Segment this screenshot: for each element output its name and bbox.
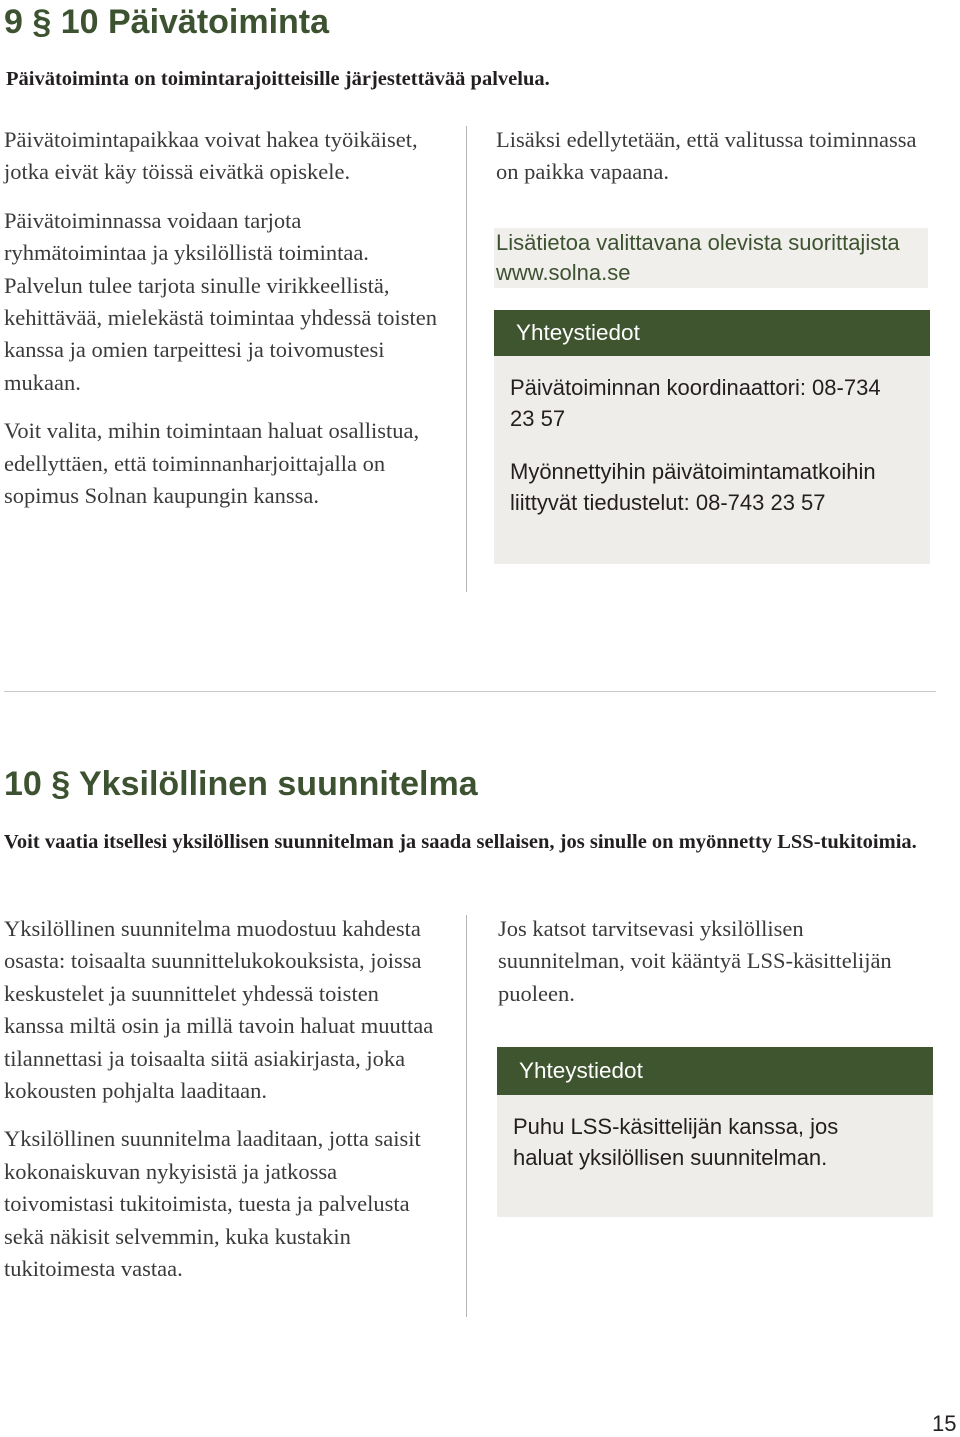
column-divider (466, 126, 467, 592)
section-10-lead: Voit vaatia itsellesi yksilöllisen suunnitelman ja saada sellaisen, jos sinulle on myönnetty LSS-tukitoimia. (4, 831, 917, 853)
contact-box-header (494, 310, 930, 356)
contact-entry-transport: Myönnettyihin päivätoimintamatkoihin liittyvät tiedustelut: 08-743 23 57 (510, 459, 876, 515)
contact-box-title: Yhteystiedot (516, 320, 640, 345)
section-9-right-paragraph: Lisäksi edellytetään, että valitussa toiminnassa on paikka vapaana. (496, 127, 917, 185)
section-9-paragraph-2: Päivätoiminnassa voidaan tarjota ryhmätoimintaa ja yksilöllistä toimintaa. Palvelun tulee tarjota sinulle virikkeellistä, kehittävää, mielekästä toimintaa yhdessä toisten kanssa ja omien tarpeittesi ja toivomustesi mukaan. (4, 207, 437, 395)
section-9-lead: Päivätoiminta on toimintarajoitteisille järjestettävää palvelua. (6, 68, 550, 90)
contact-box-2-body (497, 1095, 933, 1217)
contact-entry-coordinator: Päivätoiminnan koordinaattori: 08-734 23 57 (510, 375, 881, 431)
section-9-paragraph-3: Voit valita, mihin toimintaan haluat osallistua, edellyttäen, että toiminnanharjoittajalla on sopimus Solnan kaupungin kanssa. (4, 418, 420, 509)
column-divider-2 (466, 915, 467, 1317)
section-separator (4, 691, 936, 692)
section-10-paragraph-1: Yksilöllinen suunnitelma muodostuu kahdesta osasta: toisaalta suunnittelukokouksista, joissa keskustelet ja suunnittelet yhdessä toisten kanssa miltä osin ja millä tavoin haluat muuttaa tilannettasi ja toisaalta siitä asiakirjasta, joka kokousten pohjalta laaditaan. (4, 916, 434, 1104)
contact-entry-lss: Puhu LSS-käsittelijän kanssa, jos haluat yksilöllisen suunnitelman. (513, 1114, 839, 1170)
section-9-paragraph-1: Päivätoimintapaikkaa voivat hakea työikäiset, jotka eivät käy töissä eivätkä opiskele. (4, 127, 418, 185)
info-link-text[interactable]: Lisätietoa valittavana olevista suorittajista www.solna.se (494, 228, 928, 288)
contact-box-2-title: Yhteystiedot (519, 1058, 643, 1083)
section-10-left-column (4, 913, 444, 1285)
section-9-heading: 9 § 10 Päivätoiminta (4, 3, 330, 41)
contact-box-body (494, 356, 930, 564)
section-10-paragraph-2: Yksilöllinen suunnitelma laaditaan, jotta saisit kokonaiskuvan nykyisistä ja jatkossa toivomistasi tukitoimista, tuesta ja palvelusta sekä näkisit selvemmin, kuka kustakin tukitoimesta vastaa. (4, 1126, 421, 1282)
page-number: 15 (932, 1411, 957, 1436)
section-9-left-column (4, 124, 444, 512)
section-10-heading: 10 § Yksilöllinen suunnitelma (4, 765, 478, 803)
contact-box-2-header (497, 1047, 933, 1095)
section-10-right-paragraph: Jos katsot tarvitsevasi yksilöllisen suunnitelman, voit kääntyä LSS-käsittelijän puoleen. (498, 916, 892, 1006)
